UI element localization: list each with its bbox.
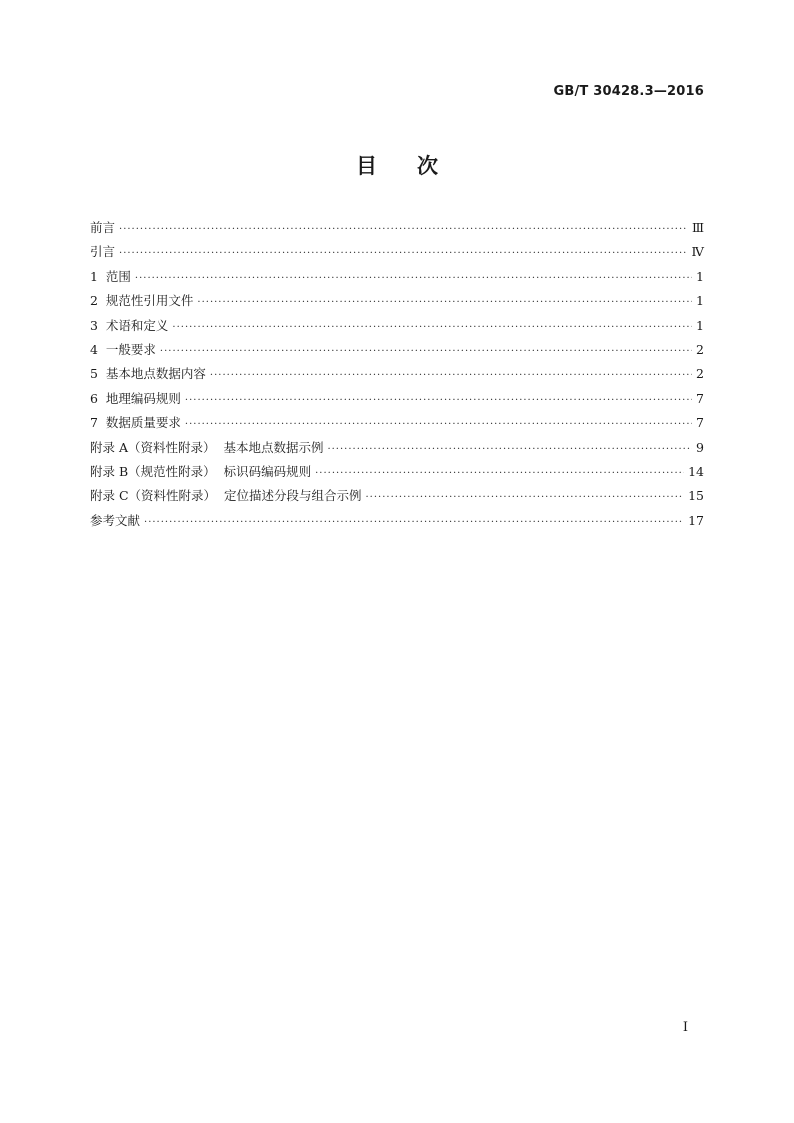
toc-entry-page: 2: [696, 341, 704, 357]
toc-entry-page: 17: [688, 512, 704, 528]
toc-leader-dots: [144, 511, 684, 535]
toc-leader-dots: [135, 267, 692, 291]
toc-entry[interactable]: [90, 484, 704, 508]
toc-entry[interactable]: [90, 460, 704, 484]
toc-entry-page: 7: [696, 390, 704, 406]
toc-leader-dots: [197, 291, 692, 315]
toc-entry-page: 1: [696, 268, 704, 284]
toc-leader-dots: [185, 389, 692, 413]
toc-entry[interactable]: [90, 362, 704, 386]
toc-entry-label: 前言: [90, 220, 116, 235]
toc-leader-dots: [185, 413, 692, 437]
toc-leader-dots: [327, 438, 692, 462]
toc-entry-page: Ⅳ: [691, 244, 704, 260]
toc-entry[interactable]: [90, 411, 704, 435]
toc-leader-dots: [366, 486, 685, 510]
toc-entry-page: 1: [696, 293, 704, 309]
toc-leader-dots: [172, 316, 692, 340]
toc-entry-label: 6 地理编码规则: [90, 390, 181, 406]
toc-entry[interactable]: [90, 240, 704, 264]
toc-entry-page: 1: [696, 317, 704, 333]
toc-entry[interactable]: [90, 436, 704, 460]
toc-leader-dots: [160, 340, 692, 364]
toc-entry-page: 2: [696, 366, 704, 382]
toc-entry-label: 参考文献: [90, 512, 141, 528]
toc-entry-label: 附录 A（资料性附录） 基本地点数据示例: [90, 439, 324, 455]
toc-entry[interactable]: [90, 338, 704, 362]
toc-entry-page: Ⅲ: [691, 220, 704, 235]
toc-entry-page: 7: [696, 415, 704, 431]
page-number: I: [682, 1020, 688, 1035]
toc-entry-page: 9: [696, 439, 704, 455]
toc-leader-dots: [315, 462, 684, 486]
page-title: 目次: [356, 153, 478, 178]
toc-leader-dots: [119, 242, 687, 266]
toc-entry-label: 7 数据质量要求: [90, 415, 181, 431]
toc-entry[interactable]: [90, 314, 704, 338]
toc-entry-label: 附录 C（资料性附录） 定位描述分段与组合示例: [90, 488, 362, 504]
toc-entry[interactable]: [90, 265, 704, 289]
toc-entry[interactable]: [90, 216, 704, 240]
toc-entry-page: 15: [688, 488, 704, 504]
toc-entry-label: 4 一般要求: [90, 341, 156, 357]
toc-leader-dots: [119, 218, 688, 242]
toc-entry-label: 3 术语和定义: [90, 317, 169, 333]
toc-entry-label: 1 范围: [90, 268, 131, 284]
toc-entry-label: 附录 B（规范性附录） 标识码编码规则: [90, 463, 312, 479]
toc-entry-page: 14: [688, 463, 704, 479]
standard-code: GB/T 30428.3—2016: [553, 84, 704, 99]
toc-entry-label: 5 基本地点数据内容: [90, 366, 206, 382]
toc-leader-dots: [210, 364, 692, 388]
toc-entry[interactable]: [90, 509, 704, 533]
toc-entry-label: 引言: [90, 244, 116, 260]
toc-entry-label: 2 规范性引用文件: [90, 293, 194, 309]
toc-entry[interactable]: [90, 289, 704, 313]
toc-entry[interactable]: [90, 387, 704, 411]
table-of-contents: [90, 216, 704, 533]
